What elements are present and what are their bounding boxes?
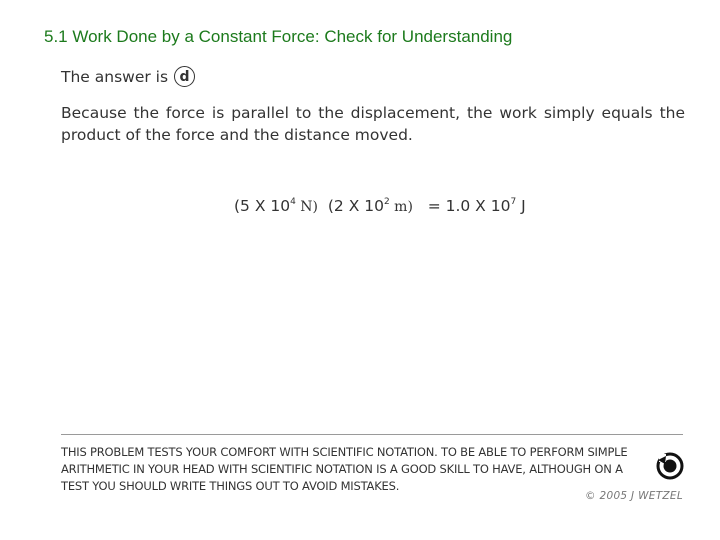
result-term (428, 197, 526, 215)
teaching-note: THIS PROBLEM TESTS YOUR COMFORT WITH SCIENTIFIC NOTATION. TO BE ABLE TO PERFORM SIMPLE ARITHMETIC IN YOUR HEAD WITH SCIENTIFIC NOTATION IS A GOOD SKILL TO HAVE, ALTHOUGH ON A TEST YOU SHOULD WRITE THINGS OUT TO AVOID MISTAKES. (61, 445, 628, 493)
distance-unit: m) (389, 199, 413, 215)
copyright-notice: © 2005 J WETZEL (585, 490, 683, 502)
slide-title: 5.1 Work Done by a Constant Force: Check for Understanding (44, 27, 513, 46)
note-divider (61, 434, 683, 435)
answer-letter-circle: d (174, 66, 195, 87)
result-exponent: 7 (510, 197, 517, 207)
circular-arrow-icon[interactable] (655, 451, 685, 481)
result-unit: J (516, 197, 526, 215)
force-unit: N) (295, 199, 319, 215)
distance-exponent: 2 (383, 197, 390, 207)
distance-term (328, 197, 413, 215)
explanation-text: Because the force is parallel to the displacement, the work simply equals the product of the force and the distance moved. (61, 104, 685, 144)
force-exponent: 4 (290, 197, 296, 207)
answer-prefix: The answer is (61, 67, 169, 86)
work-equation (234, 197, 526, 215)
force-term (234, 197, 318, 215)
answer-line (61, 66, 195, 87)
distance-base: (2 X 10 (327, 197, 384, 215)
result-base: = 1.0 X 10 (427, 197, 511, 215)
force-base: (5 X 10 (234, 197, 291, 215)
